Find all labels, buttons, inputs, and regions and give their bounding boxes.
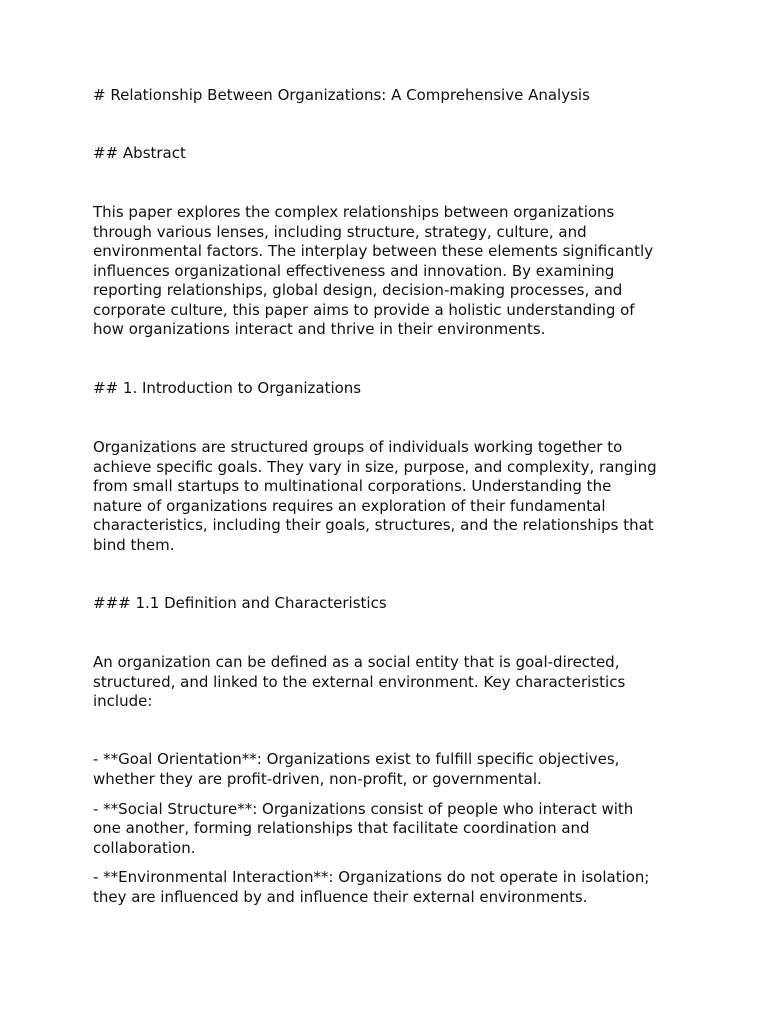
abstract-line: influences organizational effectiveness and innovation. By examining (93, 261, 615, 280)
abstract-line: how organizations interact and thrive in their environments. (93, 320, 546, 338)
section-1-line: bind them. (93, 535, 175, 554)
bullet-social-structure-line: collaboration. (93, 838, 196, 857)
section-1-line: achieve specific goals. They vary in size, purpose, and complexity, ranging (93, 457, 657, 476)
section-1-line: characteristics, including their goals, structures, and the relationships that (93, 516, 654, 534)
bullet-goal-orientation-line: - **Goal Orientation**: Organizations exist to fulfill specific objectives, (93, 750, 620, 768)
bullet-goal-orientation-line: whether they are profit-driven, non-profit, or governmental. (93, 769, 542, 788)
abstract-heading: ## Abstract (93, 144, 186, 162)
section-1-1-heading: ### 1.1 Definition and Characteristics (93, 594, 387, 612)
bullet-environmental-interaction-line: - **Environmental Interaction**: Organizations do not operate in isolation; (93, 868, 650, 886)
document-title: # Relationship Between Organizations: A Comprehensive Analysis (93, 86, 590, 104)
abstract-line: through various lenses, including structure, strategy, culture, and (93, 222, 587, 241)
bullet-environmental-interaction-line: they are influenced by and influence their external environments. (93, 887, 588, 906)
section-1-line: nature of organizations requires an exploration of their fundamental (93, 496, 606, 515)
abstract-line: This paper explores the complex relationships between organizations (93, 203, 615, 221)
abstract-line: environmental factors. The interplay between these elements significantly (93, 242, 654, 260)
section-1-1-line: include: (93, 692, 153, 710)
abstract-line: reporting relationships, global design, decision-making processes, and (93, 281, 623, 299)
section-1-1-line: An organization can be defined as a social entity that is goal-directed, (93, 653, 620, 671)
bullet-social-structure-line: one another, forming relationships that facilitate coordination and (93, 819, 590, 837)
abstract-line: corporate culture, this paper aims to provide a holistic understanding of (93, 300, 635, 319)
section-1-line: from small startups to multinational corporations. Understanding the (93, 477, 612, 495)
section-1-heading: ## 1. Introduction to Organizations (93, 379, 362, 397)
section-1-1-line: structured, and linked to the external environment. Key characteristics (93, 672, 626, 691)
bullet-social-structure-line: - **Social Structure**: Organizations consist of people who interact with (93, 799, 634, 818)
section-1-line: Organizations are structured groups of individuals working together to (93, 438, 623, 456)
